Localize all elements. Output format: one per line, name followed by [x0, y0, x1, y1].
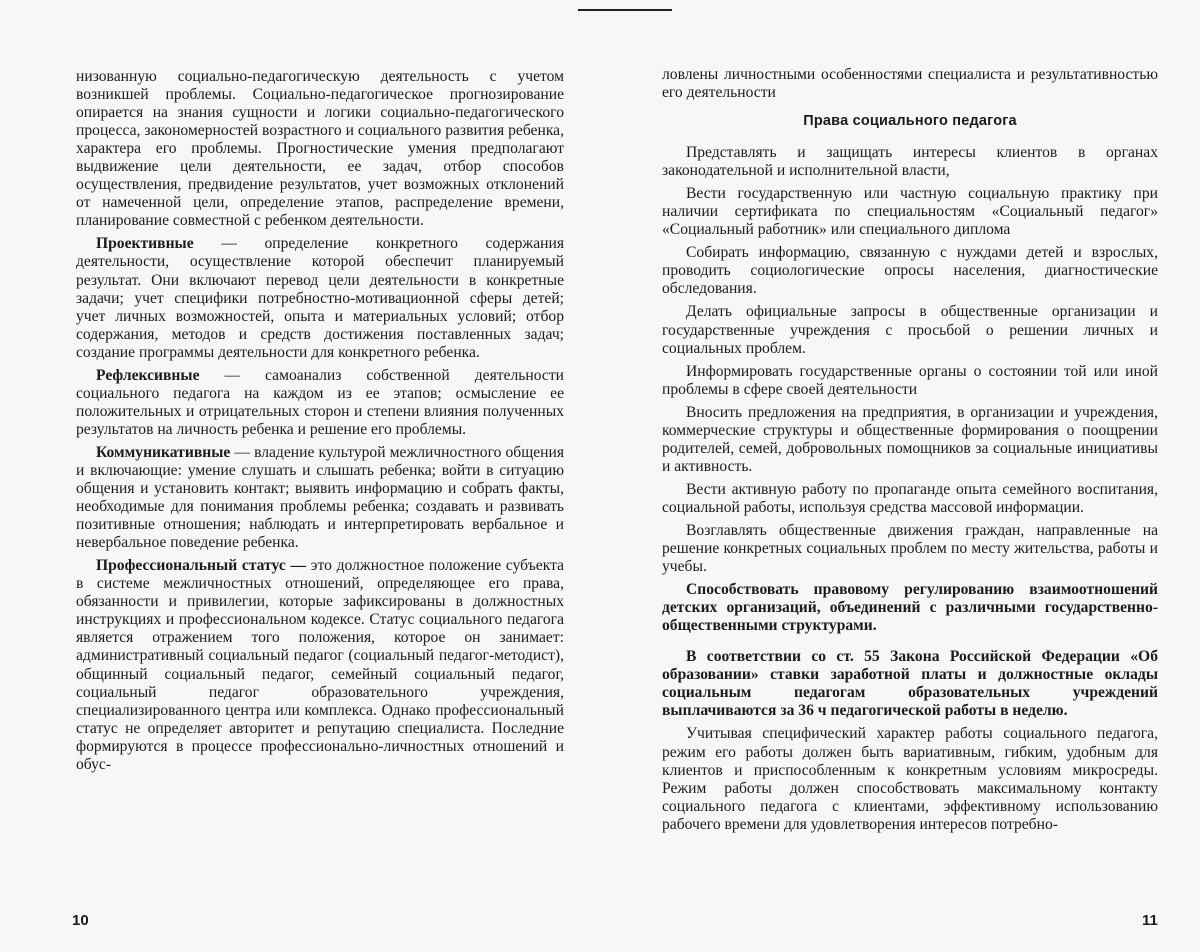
paragraph-text: это должностное положение субъекта в системе межличностных отношений, определяющее его права, обязанности и привилегии, которые зафиксированы в должностных инструкциях и профессиональном кодексе. Статус социального педагога является отражением того положения, которое он занимает: административный социальный педагог (социальный педагог-методист), общинный социальный педагог, семейный социальный педагог, социальный педагог образовательного учреждения, специализированного центра или комплекса. Однако профессиональный статус не определяет авторитет и репутацию специалиста. Последние формируются в процессе профессионально-личностных отношений и обус-	[76, 557, 564, 773]
right-item: Возглавлять общественные движения граждан, направленные на решение конкретных социальных проблем по месту жительства, работы и учебы.	[662, 522, 1158, 576]
right-page	[600, 0, 1200, 952]
paragraph-continuation	[76, 68, 564, 230]
right-item: Вести активную работу по пропаганде опыта семейного воспитания, социальной работы, используя средства массовой информации.	[662, 481, 1158, 517]
right-item: Представлять и защищать интересы клиентов в органах законодательной и исполнительной власти,	[662, 144, 1158, 180]
paragraph-continuation: ловлены личностными особенностями специалиста и результативностью его деятельности	[662, 66, 1158, 102]
term-label: Рефлексивные	[96, 367, 200, 384]
right-item: Способствовать правовому регулированию взаимоотношений детских организаций, объединений с различными государственно-общественными структурами.	[662, 581, 1158, 635]
right-item: Собирать информацию, связанную с нуждами детей и взрослых, проводить социологические опросы населения, диагностические обследования.	[662, 244, 1158, 298]
right-item: Информировать государственные органы о состоянии той или иной проблемы в сфере своей деятельности	[662, 363, 1158, 399]
paragraph-text: — определение конкретного содержания деятельности, осуществление которой обеспечит планируемый результат. Они включают перевод цели деятельности в конкретные задачи; учет специфики потребностно-мотивационной сферы детей; учет личных возможностей, опыта и материальных условий; отбор содержания, методов и средств достижения поставленных задач; создание программы деятельности для конкретного ребенка.	[76, 235, 564, 360]
paragraph-proektivnye	[76, 235, 564, 361]
left-text-column	[76, 68, 564, 774]
section-heading: Права социального педагога	[662, 113, 1158, 129]
paragraph-text: — самоанализ собственной деятельности социального педагога на каждом из ее этапов; осмысление ее положительных и отрицательных сторон и степени влияния полученных результатов на личность ребенка и решение его проблемы.	[76, 367, 564, 438]
page-number-left: 10	[72, 912, 89, 929]
paragraph-kommunikativnye	[76, 444, 564, 552]
paragraph-professional-status	[76, 557, 564, 774]
left-page	[0, 0, 600, 952]
right-item: Вести государственную или частную социальную практику при наличии сертификата по специальностям «Социальный педагог» «Социальный работник» или специального диплома	[662, 185, 1158, 239]
term-label: Профессиональный статус —	[96, 557, 306, 574]
page-number-right: 11	[1142, 912, 1158, 929]
paragraph-refleksivnye	[76, 367, 564, 439]
paragraph-text: низованную социально-педагогическую деятельность с учетом возникшей проблемы. Социально-педагогическое прогнозирование опирается на знания сущности и логики социально-педагогического процесса, закономерностей возрастного и социального развития ребенка, характера его проблемы. Прогностические умения предполагают выдвижение цели деятельности, ее задач, отбор способов осуществления, предвидение результатов, учет возможных отклонений от намеченной цели, определение этапов, распределение времени, планирование совместной с ребенком деятельности.	[76, 68, 564, 229]
right-item: Делать официальные запросы в общественные организации и государственные учреждения с просьбой о решении личных и социальных проблем.	[662, 303, 1158, 357]
term-label: Коммуникативные	[96, 444, 230, 461]
law-paragraph: В соответствии со ст. 55 Закона Российской Федерации «Об образовании» ставки заработной платы и должностные оклады социальным педагогам образовательных учреждений выплачиваются за 36 ч педагогической работы в неделю.	[662, 648, 1158, 720]
paragraph-text: — владение культурой межличностного общения и включающие: умение слушать и слышать ребенка; войти в ситуацию общения и установить контакт; выявить информацию и собрать факты, необходимые для понимания проблемы ребенка; создавать и развивать позитивные отношения; наблюдать и интерпретировать вербальное и невербальное поведение ребенка.	[76, 444, 564, 551]
work-paragraph: Учитывая специфический характер работы социального педагога, режим его работы должен быть вариативным, гибким, удобным для клиентов и приспособленным к конкретным условиям микросреды. Режим работы должен способствовать максимальному контакту социального педагога с клиентами, эффективному использованию рабочего времени для удовлетворения интересов потребно-	[662, 725, 1158, 833]
right-item: Вносить предложения на предприятия, в организации и учреждения, коммерческие структуры и общественные формирования о поощрении родителей, семей, добровольных помощников за социальные инициативы и активность.	[662, 404, 1158, 476]
term-label: Проективные	[96, 235, 194, 252]
right-text-column	[662, 66, 1158, 834]
